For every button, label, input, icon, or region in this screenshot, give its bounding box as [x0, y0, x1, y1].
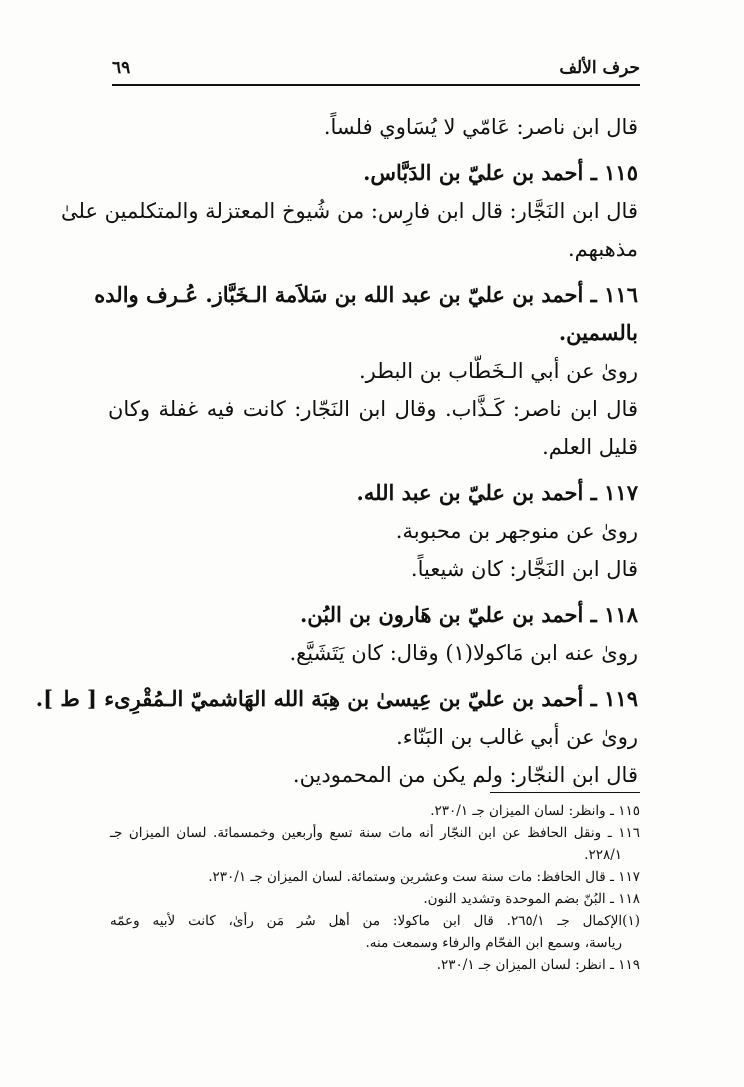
- entry-heading-118: ١١٨ ـ أحمد بن عليّ بن هَارون بن البُن.: [300, 602, 638, 627]
- entry-heading-119: ١١٩ ـ أحمد بن عليّ بن عِيسىٰ بن هِبَة الله الهَاشميّ الـمُقْرِىء [ ط ].: [35, 686, 638, 711]
- footnotes: [110, 800, 640, 976]
- body-line: مذهبهم.: [567, 237, 638, 261]
- footnote: ١١٥ ـ وانظر: لسان الميزان جـ ٢٣٠/١.: [430, 803, 640, 819]
- body-line: قليل العلم.: [542, 435, 638, 459]
- body-line: قال ابن ناصر: عَامّي لا يُسَاوي فلساً.: [323, 115, 638, 139]
- header-rule: [112, 84, 640, 86]
- body-line: قال ابن النَجَّار: قال ابن فارِس: من شُيوخ المعتزلة والمتكلمين علىٰ: [60, 199, 638, 223]
- entry-heading-117: ١١٧ ـ أحمد بن عليّ بن عبد الله.: [356, 480, 638, 505]
- body-line: روىٰ عن أبي غالب بن البَنّاء.: [396, 725, 638, 749]
- entry-heading-115: ١١٥ ـ أحمد بن عليّ بن الدَبَّاس.: [363, 160, 638, 185]
- footnote-rule: [490, 792, 640, 793]
- chapter-title: حرف الألف: [559, 58, 640, 78]
- main-text: [35, 108, 638, 794]
- running-header: [112, 58, 640, 80]
- footnote: ١١٦ ـ ونقل الحافظ عن ابن النجّار أنه مات سنة تسع وأربعين وخمسمائة. لسان الميزان جـ: [110, 825, 640, 841]
- body-line: روىٰ عن منوجهر بن محبوبة.: [395, 519, 638, 543]
- footnote: (١)الإكمال جـ ٢٦٥/١. قال ابن ماكولا: من أهل سُر مَن رأىٰ، كانت لأبيه وعمّه: [110, 913, 640, 929]
- footnote-cont: ٢٢٨/١.: [584, 847, 622, 863]
- entry-heading-116-cont: بالسمين.: [558, 320, 638, 345]
- footnote: ١١٩ ـ انظر: لسان الميزان جـ ٢٣٠/١.: [436, 957, 640, 973]
- body-line: روىٰ عنه ابن مَاكولا(١) وقال: كان يَتَشَيَّع.: [289, 641, 638, 665]
- body-line: روىٰ عن أبي الـخَطّاب بن البطر.: [358, 359, 638, 383]
- entry-heading-116: ١١٦ ـ أحمد بن عليّ بن عبد الله بن سَلاَمة الـخَبَّاز. عُـرف والده: [94, 282, 638, 307]
- footnote: ١١٨ ـ البُنّ بضم الموحدة وتشديد النون.: [423, 891, 640, 907]
- body-line: قال ابن النجّار: ولم يكن من المحمودين.: [292, 763, 638, 787]
- footnote-cont: رياسة، وسمع ابن الفحّام والرفاء وسمعت منه.: [365, 935, 622, 951]
- body-line: قال ابن النَجَّار: كان شيعياً.: [410, 557, 638, 581]
- body-line: قال ابن ناصر: كَـذَّاب. وقال ابن النَجّار: كانت فيه غفلة وكان: [108, 397, 638, 421]
- footnote: ١١٧ ـ قال الحافظ: مات سنة ست وعشرين وستمائة. لسان الميزان جـ ٢٣٠/١.: [208, 869, 640, 885]
- page-number: ٦٩: [112, 58, 131, 78]
